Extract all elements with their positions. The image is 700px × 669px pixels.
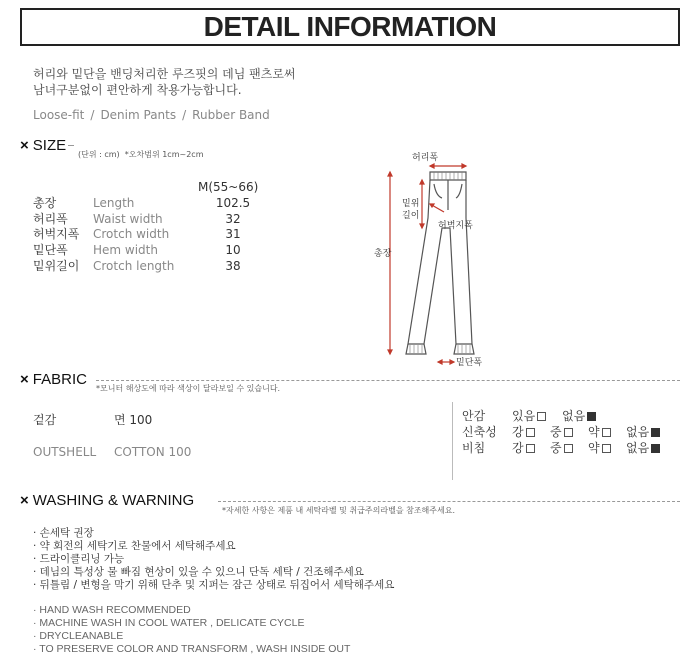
tag-item: Rubber Band — [192, 108, 270, 122]
intro-line-1: 허리와 밑단을 밴딩처리한 루즈핏의 데님 팬츠로써 — [33, 67, 296, 81]
size-unit-note — [78, 149, 204, 160]
option-label: 있음 — [512, 409, 536, 423]
property-name: 비침 — [462, 441, 486, 455]
fabric-kr-value: 면 100 — [114, 413, 153, 427]
washing-note: *자세한 사항은 제품 내 세탁라벨 및 취급주의라벨을 참조해주세요. — [222, 506, 455, 515]
size-heading — [20, 137, 66, 154]
tag-item: Denim Pants — [100, 108, 177, 122]
option-yes — [512, 408, 546, 424]
label-length: 총장 — [374, 249, 392, 259]
size-row-kr: 허벅지폭 — [33, 227, 80, 241]
option-none — [626, 424, 660, 440]
hem-ribs — [410, 345, 470, 353]
washing-kr-item: · 약 회전의 세탁기로 찬물에서 세탁해주세요 — [33, 540, 236, 552]
size-row-value: 102.5 — [215, 196, 251, 210]
option-medium — [550, 440, 573, 456]
option-label: 없음 — [562, 409, 586, 423]
option-label: 강 — [512, 441, 524, 455]
option-label: 약 — [588, 425, 600, 439]
washing-kr-item: · 드라이클리닝 가능 — [33, 553, 125, 565]
option-no — [562, 408, 596, 424]
fabric-en-value: COTTON 100 — [114, 445, 192, 459]
option-strong — [512, 440, 535, 456]
size-divider — [68, 145, 74, 146]
fabric-heading — [20, 371, 87, 388]
checked-box-icon — [651, 428, 660, 437]
washing-kr-item: · 뒤틀림 / 변형을 막기 위해 단추 및 지퍼는 잠근 상태로 뒤집어서 세탁해주세요 — [33, 579, 395, 591]
checked-box-icon — [587, 412, 596, 421]
waist-band-ribs — [434, 172, 462, 180]
washing-en-item: · HAND WASH RECOMMENDED — [33, 604, 191, 616]
intro-text — [33, 66, 296, 98]
washing-en-item: · MACHINE WASH IN COOL WATER , DELICATE CYCLE — [33, 617, 305, 629]
size-row-en: Length — [93, 196, 135, 210]
checked-box-icon — [651, 444, 660, 453]
option-label: 중 — [550, 425, 562, 439]
option-weak — [588, 424, 611, 440]
option-medium — [550, 424, 573, 440]
close-x-icon: × — [20, 492, 29, 509]
washing-kr-list — [33, 527, 394, 592]
option-weak — [588, 440, 611, 456]
size-row-en: Crotch width — [93, 227, 170, 241]
unchecked-box-icon — [602, 444, 611, 453]
label-hem: 밑단폭 — [456, 358, 483, 368]
tag-separator: / — [90, 108, 95, 122]
fabric-heading-label: FABRIC — [32, 371, 87, 388]
label-rise-2: 길이 — [402, 211, 420, 221]
size-row-kr: 허리폭 — [33, 212, 68, 226]
size-row-en: Crotch length — [93, 259, 175, 273]
fabric-vertical-divider — [452, 402, 453, 480]
option-label: 없음 — [626, 425, 650, 439]
option-none — [626, 440, 660, 456]
washing-en-item: · TO PRESERVE COLOR AND TRANSFORM , WASH INSIDE OUT — [33, 643, 351, 655]
property-name: 신축성 — [462, 425, 497, 439]
option-label: 중 — [550, 441, 562, 455]
size-heading-label: SIZE — [32, 137, 67, 154]
label-rise-1: 밑위 — [402, 199, 420, 209]
washing-divider — [218, 501, 680, 502]
fabric-divider — [96, 380, 680, 381]
washing-en-item: · DRYCLEANABLE — [33, 630, 124, 642]
size-row-kr: 총장 — [33, 196, 57, 210]
option-strong — [512, 424, 535, 440]
size-row-kr: 밑위길이 — [33, 259, 80, 273]
size-error-note: *오차범위 1cm~2cm — [124, 150, 204, 159]
size-row-value: 10 — [225, 243, 241, 257]
size-column-header: M(55~66) — [198, 180, 259, 194]
option-label: 약 — [588, 441, 600, 455]
tag-list — [33, 108, 270, 122]
unchecked-box-icon — [526, 428, 535, 437]
washing-en-list — [33, 604, 350, 656]
close-x-icon: × — [20, 137, 29, 154]
size-row-en: Hem width — [93, 243, 158, 257]
label-waist: 허리폭 — [412, 153, 439, 163]
size-row-value: 38 — [225, 259, 241, 273]
washing-kr-item: · 데님의 특성상 물 빠짐 현상이 있을 수 있으니 단독 세탁 / 건조해주세요 — [33, 566, 364, 578]
size-row-kr: 밑단폭 — [33, 243, 68, 257]
fabric-note: *모니터 해상도에 따라 색상이 달라보일 수 있습니다. — [96, 384, 281, 393]
tag-separator: / — [182, 108, 187, 122]
option-label: 강 — [512, 425, 524, 439]
page-title: DETAIL INFORMATION — [203, 11, 497, 42]
fabric-kr-label: 겉감 — [33, 413, 57, 427]
unchecked-box-icon — [564, 428, 573, 437]
property-name: 안감 — [462, 409, 486, 423]
label-thigh: 허벅지폭 — [438, 221, 473, 231]
washing-heading-label: WASHING & WARNING — [32, 492, 195, 509]
washing-heading — [20, 492, 194, 509]
size-row-value: 32 — [225, 212, 241, 226]
intro-line-2: 남녀구분없이 편안하게 착용가능합니다. — [33, 83, 242, 97]
unchecked-box-icon — [564, 444, 573, 453]
option-label: 없음 — [626, 441, 650, 455]
tag-item: Loose-fit — [33, 108, 85, 122]
close-x-icon: × — [20, 371, 29, 388]
washing-kr-item: · 손세탁 권장 — [33, 527, 94, 539]
size-row-en: Waist width — [93, 212, 163, 226]
size-unit: (단위 : cm) — [78, 150, 120, 159]
unchecked-box-icon — [602, 428, 611, 437]
unchecked-box-icon — [537, 412, 546, 421]
unchecked-box-icon — [526, 444, 535, 453]
measurement-arrows — [388, 164, 466, 364]
title-box — [20, 8, 680, 46]
pants-diagram — [372, 148, 502, 368]
fabric-en-label: OUTSHELL — [33, 445, 97, 459]
size-row-value: 31 — [225, 227, 241, 241]
